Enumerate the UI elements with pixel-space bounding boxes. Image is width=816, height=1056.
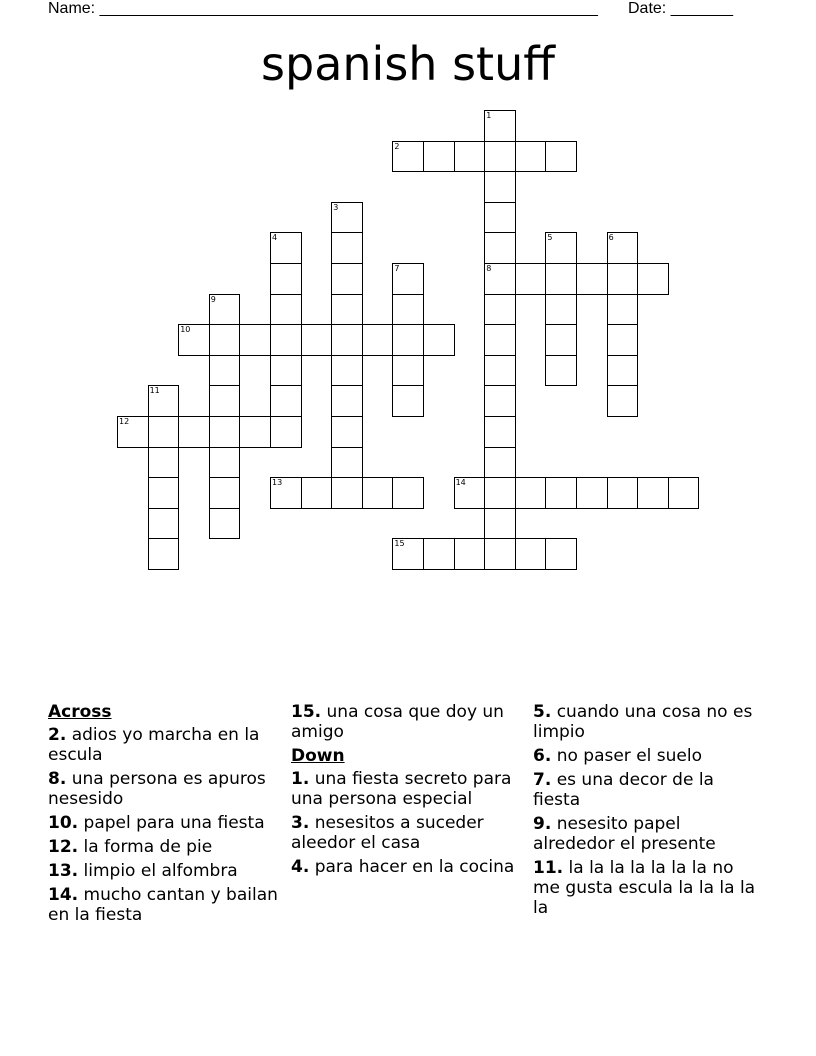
puzzle-title: spanish stuff (261, 37, 555, 91)
clue-across-10: 10. papel para una fiesta (48, 813, 265, 833)
clue-down-5: 5. cuando una cosa no es limpio (533, 702, 753, 742)
grid-cell[interactable] (392, 385, 424, 417)
cell-number: 7 (394, 264, 400, 273)
grid-cell[interactable] (209, 416, 241, 448)
cell-number: 14 (455, 478, 466, 488)
across-heading: Across (48, 702, 112, 722)
grid-cell[interactable] (545, 141, 577, 173)
grid-cell[interactable] (484, 141, 516, 173)
clue-down-3: 3. nesesitos a suceder aleedor el casa (291, 813, 484, 853)
grid-cell[interactable] (484, 232, 516, 264)
grid-cell[interactable] (148, 508, 180, 540)
grid-cell[interactable] (209, 447, 241, 479)
grid-cell[interactable] (117, 416, 149, 448)
name-field-label: Name: ________________________________________________________ (48, 0, 598, 17)
grid-cell[interactable] (484, 447, 516, 479)
grid-cell[interactable] (515, 263, 547, 295)
grid-cell[interactable] (392, 263, 424, 295)
grid-cell[interactable] (331, 294, 363, 326)
grid-cell[interactable] (484, 324, 516, 356)
grid-cell[interactable] (362, 477, 394, 509)
grid-cell[interactable] (209, 324, 241, 356)
grid-cell[interactable] (331, 477, 363, 509)
grid-cell[interactable] (270, 324, 302, 356)
grid-cell[interactable] (331, 263, 363, 295)
grid-cell[interactable] (178, 416, 210, 448)
clues-column-2 (291, 702, 521, 881)
grid-cell[interactable] (270, 263, 302, 295)
cell-number: 9 (210, 294, 216, 304)
grid-cell[interactable] (484, 477, 516, 509)
grid-cell[interactable] (270, 385, 302, 417)
grid-cell[interactable] (637, 477, 669, 509)
cell-number: 1 (486, 111, 492, 120)
grid-cell[interactable] (301, 477, 333, 509)
grid-cell[interactable] (392, 477, 424, 509)
grid-cell[interactable] (331, 385, 363, 417)
cell-number: 6 (608, 233, 614, 243)
grid-cell[interactable] (148, 477, 180, 509)
cell-number: 10 (180, 325, 191, 335)
grid-cell[interactable] (484, 110, 516, 142)
clue-down-9: 9. nesesito papel alrededor el presente (533, 814, 716, 854)
cell-number: 4 (272, 233, 278, 243)
grid-cell[interactable] (331, 202, 363, 234)
grid-cell[interactable] (270, 294, 302, 326)
grid-cell[interactable] (423, 141, 455, 173)
clue-down-6: 6. no paser el suelo (533, 746, 702, 766)
grid-cell[interactable] (392, 324, 424, 356)
grid-cell[interactable] (515, 538, 547, 570)
grid-cell[interactable] (454, 141, 486, 173)
clue-down-11: 11. la la la la la la la no me gusta escula la la la la la (533, 858, 756, 918)
cell-number: 15 (394, 539, 405, 549)
grid-cell[interactable] (545, 355, 577, 387)
grid-cell[interactable] (484, 416, 516, 448)
grid-cell[interactable] (148, 447, 180, 479)
cell-number: 8 (486, 264, 492, 273)
cell-number: 2 (394, 141, 400, 151)
grid-cell[interactable] (484, 355, 516, 387)
grid-cell[interactable] (515, 141, 547, 173)
grid-cell[interactable] (331, 324, 363, 356)
cell-number: 11 (149, 386, 160, 396)
grid-cell[interactable] (576, 477, 608, 509)
clue-across-12: 12. la forma de pie (48, 837, 213, 857)
clue-down-7: 7. es una decor de la fiesta (533, 770, 714, 810)
grid-cell[interactable] (392, 355, 424, 387)
clue-across-15: 15. una cosa que doy un amigo (291, 702, 504, 742)
grid-cell[interactable] (607, 324, 639, 356)
clues-column-3 (533, 702, 763, 922)
cell-number: 13 (272, 478, 283, 488)
grid-cell[interactable] (545, 294, 577, 326)
grid-cell[interactable] (545, 538, 577, 570)
grid-cell[interactable] (209, 294, 241, 326)
grid-cell[interactable] (270, 477, 302, 509)
grid-cell[interactable] (331, 416, 363, 448)
grid-cell[interactable] (484, 385, 516, 417)
grid-cell[interactable] (148, 538, 180, 570)
grid-cell[interactable] (178, 324, 210, 356)
clue-across-8: 8. una persona es apuros nesesido (48, 769, 266, 809)
grid-cell[interactable] (270, 232, 302, 264)
grid-cell[interactable] (484, 294, 516, 326)
grid-cell[interactable] (239, 416, 271, 448)
grid-cell[interactable] (545, 263, 577, 295)
grid-cell[interactable] (484, 171, 516, 203)
grid-cell[interactable] (454, 477, 486, 509)
grid-cell[interactable] (362, 324, 394, 356)
grid-cell[interactable] (637, 263, 669, 295)
grid-cell[interactable] (545, 477, 577, 509)
grid-cell[interactable] (392, 294, 424, 326)
grid-cell[interactable] (148, 416, 180, 448)
grid-cell[interactable] (668, 477, 700, 509)
grid-cell[interactable] (270, 416, 302, 448)
grid-cell[interactable] (607, 294, 639, 326)
cell-number: 5 (547, 233, 553, 243)
grid-cell[interactable] (331, 232, 363, 264)
date-field-label: Date: _______ (628, 0, 733, 17)
down-heading: Down (291, 746, 345, 766)
grid-cell[interactable] (392, 538, 424, 570)
grid-cell[interactable] (515, 477, 547, 509)
cell-number: 12 (119, 417, 130, 426)
grid-cell[interactable] (484, 263, 516, 295)
grid-cell[interactable] (331, 355, 363, 387)
grid-cell[interactable] (607, 263, 639, 295)
grid-cell[interactable] (392, 141, 424, 173)
grid-cell[interactable] (331, 447, 363, 479)
grid-cell[interactable] (301, 324, 333, 356)
grid-cell[interactable] (607, 385, 639, 417)
grid-cell[interactable] (545, 232, 577, 264)
cell-number: 3 (333, 202, 339, 212)
clues-column-1 (48, 702, 278, 929)
grid-cell[interactable] (148, 385, 180, 417)
grid-cell[interactable] (423, 324, 455, 356)
clue-across-13: 13. limpio el alfombra (48, 861, 238, 881)
grid-cell[interactable] (484, 508, 516, 540)
grid-cell[interactable] (484, 538, 516, 570)
grid-cell[interactable] (607, 232, 639, 264)
grid-cell[interactable] (239, 324, 271, 356)
grid-cell[interactable] (423, 538, 455, 570)
grid-cell[interactable] (209, 385, 241, 417)
clue-down-1: 1. una fiesta secreto para una persona especial (291, 769, 512, 809)
grid-cell[interactable] (209, 477, 241, 509)
grid-cell[interactable] (209, 508, 241, 540)
grid-cell[interactable] (209, 355, 241, 387)
grid-cell[interactable] (576, 263, 608, 295)
grid-cell[interactable] (454, 538, 486, 570)
clue-across-2: 2. adios yo marcha en la escula (48, 725, 260, 765)
clue-across-14: 14. mucho cantan y bailan en la fiesta (48, 885, 278, 925)
grid-cell[interactable] (607, 477, 639, 509)
grid-cell[interactable] (270, 355, 302, 387)
clue-down-4: 4. para hacer en la cocina (291, 857, 515, 877)
grid-cell[interactable] (484, 202, 516, 234)
grid-cell[interactable] (545, 324, 577, 356)
grid-cell[interactable] (607, 355, 639, 387)
